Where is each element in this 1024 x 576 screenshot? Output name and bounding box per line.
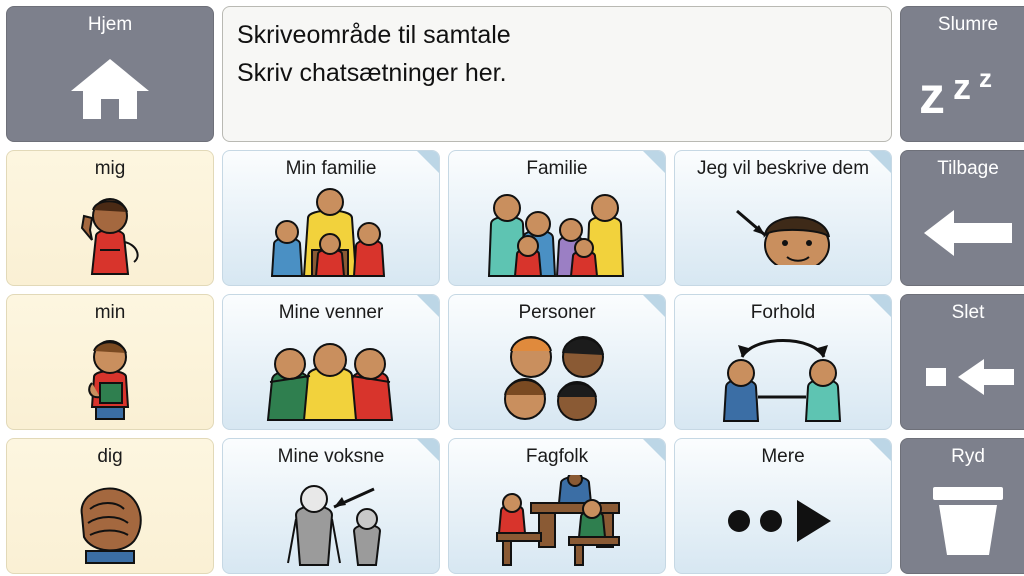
- pointing-hand-icon: [7, 468, 213, 573]
- friends-icon: [223, 324, 439, 429]
- button-mine-venner[interactable]: [222, 294, 440, 430]
- sleep-button[interactable]: [900, 6, 1024, 142]
- back-arrow-icon: [901, 180, 1024, 285]
- button-familie[interactable]: [448, 150, 666, 286]
- button-label: Fagfolk: [525, 446, 589, 467]
- family-group-icon: [223, 180, 439, 285]
- back-button[interactable]: [900, 150, 1024, 286]
- button-jeg-vil-beskrive-dem[interactable]: [674, 150, 892, 286]
- backspace-icon: [901, 324, 1024, 429]
- button-mere[interactable]: [674, 438, 892, 574]
- sleep-button-label: Slumre: [937, 14, 999, 35]
- svg-text:z: z: [979, 62, 992, 93]
- person-pointing-self-icon: [7, 180, 213, 285]
- button-label: Jeg vil beskrive dem: [696, 158, 870, 179]
- message-window[interactable]: [222, 6, 892, 142]
- svg-text:z: z: [953, 65, 971, 107]
- adult-and-child-icon: [223, 468, 439, 573]
- home-button[interactable]: [6, 6, 214, 142]
- button-label: mig: [94, 158, 126, 179]
- clear-button-label: Ryd: [951, 446, 985, 467]
- button-label: Mere: [761, 446, 805, 467]
- button-mig[interactable]: [6, 150, 214, 286]
- svg-text:z: z: [919, 66, 945, 121]
- button-label: min: [94, 302, 126, 323]
- person-holding-icon: [7, 324, 213, 429]
- people-faces-icon: [449, 324, 665, 429]
- button-label: Mine venner: [278, 302, 384, 323]
- trash-icon: [901, 468, 1024, 573]
- clear-button[interactable]: [900, 438, 1024, 574]
- zzz-icon: [901, 36, 1024, 141]
- home-button-label: Hjem: [87, 14, 133, 35]
- button-forhold[interactable]: [674, 294, 892, 430]
- button-label: Forhold: [750, 302, 816, 323]
- button-dig[interactable]: [6, 438, 214, 574]
- button-fagfolk[interactable]: [448, 438, 666, 574]
- more-dots-arrow-icon: [675, 468, 891, 573]
- button-min[interactable]: [6, 294, 214, 430]
- message-line-2: Skriv chatsætninger her.: [237, 59, 507, 87]
- delete-button-label: Slet: [951, 302, 985, 323]
- extended-family-icon: [449, 180, 665, 285]
- button-label: Min familie: [285, 158, 377, 179]
- button-label: Personer: [518, 302, 596, 323]
- describe-person-icon: [675, 180, 891, 285]
- button-mine-voksne[interactable]: [222, 438, 440, 574]
- button-label: Mine voksne: [277, 446, 385, 467]
- message-line-1: Skriveområde til samtale: [237, 21, 511, 49]
- relationship-icon: [675, 324, 891, 429]
- professionals-icon: [449, 468, 665, 573]
- button-personer[interactable]: [448, 294, 666, 430]
- home-icon: [7, 36, 213, 141]
- button-label: dig: [97, 446, 123, 467]
- button-label: Familie: [526, 158, 588, 179]
- back-button-label: Tilbage: [937, 158, 999, 179]
- button-min-familie[interactable]: [222, 150, 440, 286]
- delete-button[interactable]: [900, 294, 1024, 430]
